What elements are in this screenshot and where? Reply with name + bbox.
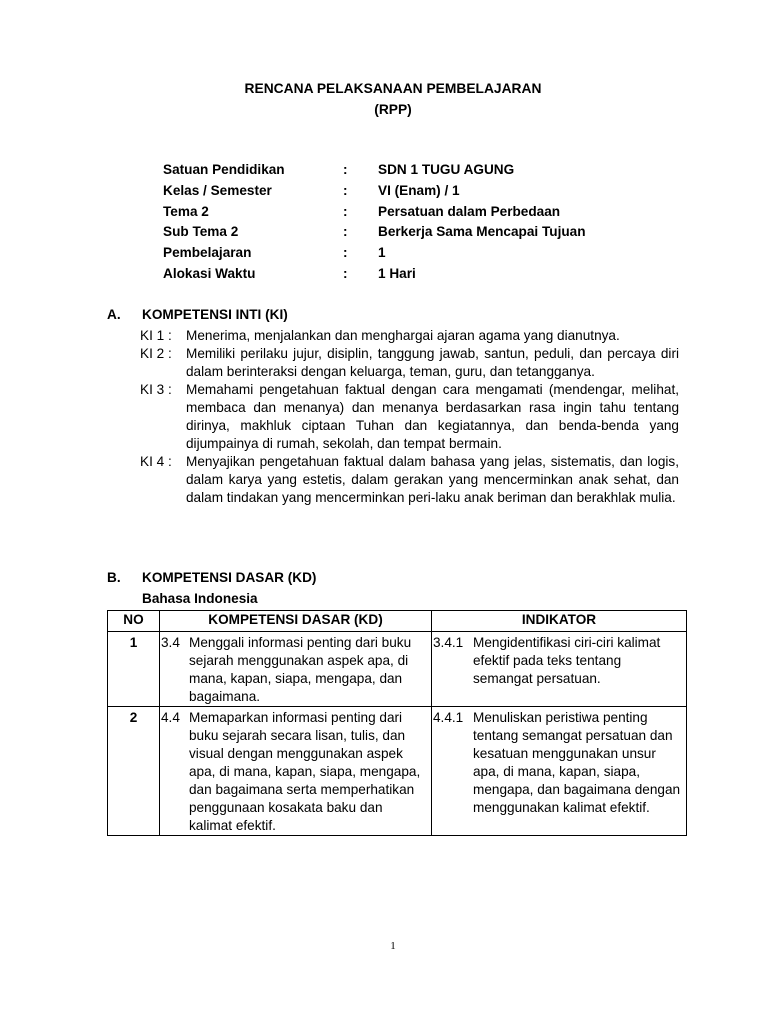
info-value: Berkerja Sama Mencapai Tujuan bbox=[378, 224, 586, 240]
header-no: NO bbox=[108, 611, 160, 632]
indikator-text: Mengidentifikasi ciri-ciri kalimat efektif pada teks tentang semangat persatuan. bbox=[473, 635, 661, 686]
indikator-number: 3.4.1 bbox=[433, 635, 464, 650]
info-label: Satuan Pendidikan bbox=[163, 162, 285, 177]
ki-item bbox=[140, 453, 679, 507]
row-number: 1 bbox=[108, 632, 160, 707]
ki-item bbox=[140, 345, 679, 381]
ki-code: KI 1 : bbox=[140, 328, 172, 343]
info-separator: : bbox=[343, 162, 348, 177]
table-row bbox=[108, 707, 687, 836]
ki-list bbox=[140, 327, 679, 507]
indikator-cell bbox=[432, 632, 687, 707]
kd-text: Memaparkan informasi penting dari buku sejarah secara lisan, tulis, dan visual dengan menggunakan aspek apa, di mana, kapan, siapa, mengapa, dan bagaimana serta memperhatikan penggunaan kosakata baku dan kalimat efektif. bbox=[189, 710, 421, 833]
row-number: 2 bbox=[108, 707, 160, 836]
subject-heading: Bahasa Indonesia bbox=[142, 591, 258, 606]
ki-text: Menerima, menjalankan dan menghargai ajaran agama yang dianutnya. bbox=[186, 328, 620, 343]
info-label: Tema 2 bbox=[163, 203, 209, 219]
header-indikator: INDIKATOR bbox=[432, 611, 687, 632]
ki-text: Memahami pengetahuan faktual dengan cara mengamati (mendengar, melihat, membaca dan menanya) dan menanya berdasarkan rasa ingin tahu tentang dirinya, makhluk ciptaan Tuhan dan kegiatannya, dan benda-benda yang dijumpainya di rumah, sekolah, dan tempat bermain. bbox=[186, 382, 679, 451]
kd-text: Menggali informasi penting dari buku sejarah menggunakan aspek apa, di mana, kapan, siapa, mengapa, dan bagaimana. bbox=[189, 635, 412, 704]
ki-text: Menyajikan pengetahuan faktual dalam bahasa yang jelas, sistematis, dan logis, dalam karya yang estetis, dalam gerakan yang mencerminkan anak sehat, dan dalam tindakan yang mencerminkan peri-laku anak beriman dan berakhlak mulia. bbox=[186, 454, 679, 505]
kd-cell bbox=[160, 707, 432, 836]
info-separator: : bbox=[343, 245, 348, 261]
ki-code: KI 4 : bbox=[140, 454, 172, 469]
info-label: Sub Tema 2 bbox=[163, 224, 239, 240]
indikator-entry bbox=[433, 709, 684, 817]
info-label: Pembelajaran bbox=[163, 245, 252, 261]
info-value: Persatuan dalam Perbedaan bbox=[378, 203, 561, 219]
ki-item bbox=[140, 381, 679, 453]
page-number: 1 bbox=[390, 940, 396, 952]
document-subtitle: (RPP) bbox=[374, 102, 412, 117]
header-kd: KOMPETENSI DASAR (KD) bbox=[160, 611, 432, 632]
info-value: SDN 1 TUGU AGUNG bbox=[378, 162, 515, 177]
kd-number: 4.4 bbox=[161, 710, 180, 725]
kd-entry bbox=[161, 634, 429, 706]
kd-cell bbox=[160, 632, 432, 707]
kd-number: 3.4 bbox=[161, 635, 180, 650]
info-separator: : bbox=[343, 203, 348, 219]
info-value: VI (Enam) / 1 bbox=[378, 182, 460, 198]
ki-text: Memiliki perilaku jujur, disiplin, tanggung jawab, santun, peduli, dan percaya diri dalam berinteraksi dengan keluarga, teman, guru, dan tetangganya. bbox=[186, 346, 679, 379]
table-header-row bbox=[108, 611, 687, 632]
ki-item bbox=[140, 327, 679, 345]
indikator-text: Menuliskan peristiwa penting tentang semangat persatuan dan kesatuan menggunakan unsur apa, di mana, kapan, siapa, mengapa, dan bagaimana dengan menggunakan kalimat efektif. bbox=[473, 710, 681, 815]
info-label: Kelas / Semester bbox=[163, 182, 272, 198]
document-title: RENCANA PELAKSANAAN PEMBELAJARAN bbox=[244, 81, 542, 96]
info-separator: : bbox=[343, 224, 348, 240]
section-letter: B. bbox=[107, 570, 121, 585]
info-separator: : bbox=[343, 182, 348, 198]
section-title: KOMPETENSI INTI (KI) bbox=[142, 307, 288, 322]
section-letter: A. bbox=[107, 307, 121, 322]
kd-entry bbox=[161, 709, 429, 835]
indikator-entry bbox=[433, 634, 684, 688]
indikator-cell bbox=[432, 707, 687, 836]
indikator-number: 4.4.1 bbox=[433, 710, 464, 725]
table-row bbox=[108, 632, 687, 707]
ki-code: KI 2 : bbox=[140, 346, 172, 361]
section-title: KOMPETENSI DASAR (KD) bbox=[142, 570, 317, 585]
info-value: 1 Hari bbox=[378, 265, 416, 281]
kd-table bbox=[107, 610, 687, 836]
info-label: Alokasi Waktu bbox=[163, 265, 256, 281]
info-separator: : bbox=[343, 265, 348, 281]
ki-code: KI 3 : bbox=[140, 382, 172, 397]
info-value: 1 bbox=[378, 245, 386, 261]
